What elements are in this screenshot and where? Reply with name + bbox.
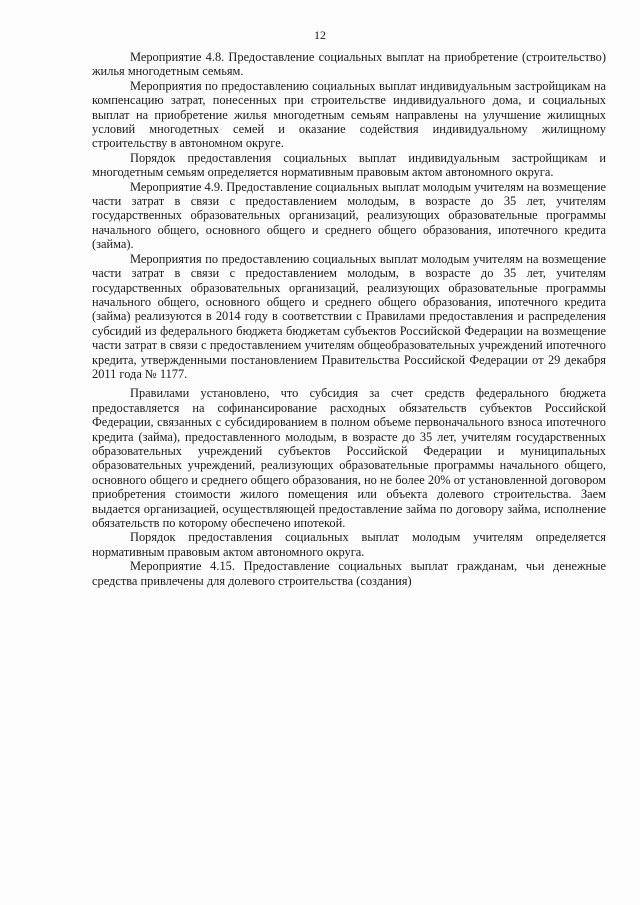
paragraph-measure-4-8: Мероприятие 4.8. Предоставление социальных выплат на приобретение (строительство) жилья многодетным семьям. <box>92 50 606 79</box>
paragraph-measure-4-8-description: Мероприятия по предоставлению социальных выплат индивидуальным застройщикам на компенсацию затрат, понесенных при строительстве индивидуального дома, и социальных выплат на приобретение жилья многодетным семьям направлены на улучшение жилищных условий многодетных семей и оказание содействия индивидуальному жилищному строительству в автономном округе. <box>92 78 606 151</box>
document-body <box>92 50 606 588</box>
paragraph-measure-4-8-procedure: Порядок предоставления социальных выплат индивидуальным застройщикам и многодетным семьям определяется нормативным правовым актом автономного округа. <box>92 150 606 180</box>
paragraph-measure-4-9-description: Мероприятия по предоставлению социальных выплат молодым учителям на возмещение части затрат в связи с предоставлением молодым, в возрасте до 35 лет, учителям государственных образовательных организаций, реализующих образовательные программы начального общего, основного общего и среднего общего образования, ипотечного кредита (займа) реализуются в 2014 году в соответствии с Правилами предоставления и распределения субсидий из федерального бюджета бюджетам субъектов Российской Федерации на возмещение части затрат в связи с предоставлением учителям общеобразовательных учреждений ипотечного кредита, утвержденными постановлением Правительства Российской Федерации от 29 декабря 2011 года № 1177. <box>92 251 606 381</box>
paragraph-rules: Правилами установлено, что субсидия за счет средств федерального бюджета предоставляется на софинансирование расходных обязательств субъектов Российской Федерации, связанных с субсидированием в полном объеме первоначального взноса ипотечного кредита (займа), предоставленного молодым, в возрасте до 35 лет, учителям государственных образовательных учреждений субъектов Российской Федерации и муниципальных образовательных учреждений, реализующих образовательные программы начального общего, основного общего и среднего общего образования, но не более 20% от установленной договором приобретения стоимости жилого помещения или объекта долевого строительства. Заем выдается организацией, осуществляющей предоставление займа по договору займа, исполнение обязательств по которому обеспечено ипотекой. <box>92 386 606 530</box>
page-number: 12 <box>314 28 326 42</box>
paragraph-measure-4-9-procedure: Порядок предоставления социальных выплат молодым учителям определяется нормативным правовым актом автономного округа. <box>92 530 606 559</box>
paragraph-measure-4-9: Мероприятие 4.9. Предоставление социальных выплат молодым учителям на возмещение части затрат в связи с предоставлением молодым, в возрасте до 35 лет, учителям государственных образовательных организаций, реализующих образовательные программы начального общего, основного общего и среднего общего образования, ипотечного кредита (займа). <box>92 179 606 252</box>
paragraph-measure-4-15: Мероприятие 4.15. Предоставление социальных выплат гражданам, чьи денежные средства привлечены для долевого строительства (создания) <box>92 559 606 588</box>
